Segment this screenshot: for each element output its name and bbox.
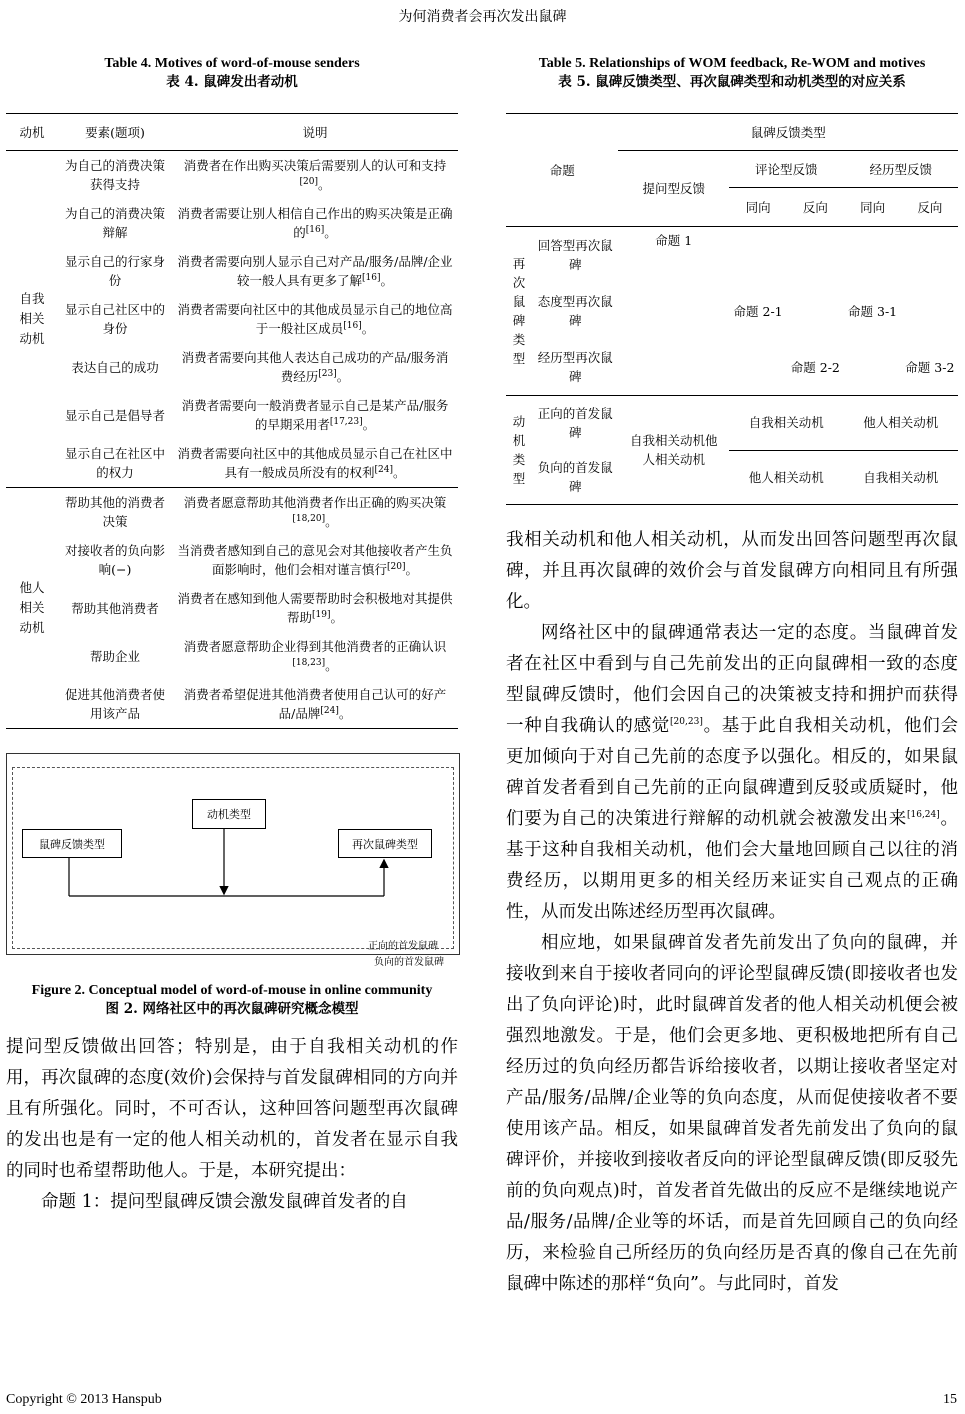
table4-item: 促进其他消费者使用该产品	[58, 680, 172, 729]
table-row: 帮助其他消费者 消费者在感知到他人需要帮助时会积极地对其提供帮助[19]。	[6, 584, 458, 632]
table4-desc: 消费者需要向别人显示自己对产品/服务/品牌/企业较一般人具有更多了解	[177, 254, 453, 288]
table5-motive-group: 动机类型	[512, 414, 526, 486]
table-row: 显示自己社区中的身份 消费者需要向社区中的其他成员显示自己的地位高于一般社区成员[16]。	[6, 295, 458, 343]
table-row	[506, 283, 958, 339]
table5-r-experience: 经历型再次鼠碑	[532, 339, 618, 396]
table-row	[506, 396, 958, 451]
box-rewom-type: 再次鼠碑类型	[338, 829, 432, 858]
table4-item: 显示自己的行家身份	[64, 254, 165, 288]
table5-opposite-1: 反向	[787, 188, 843, 227]
left-paragraph-1: 提问型反馈做出回答；特别是，由于自我相关动机的作用，再次鼠碑的态度(效价)会保持与首发鼠碑相同的方向并且有所强化。同时，不可否认，这种回答问题型再次鼠碑的发出也是有一定的他人相关动机的，首发者在显示自我的同时也希望帮助他人。于是，本研究提出：	[6, 1037, 458, 1181]
table4-desc: 消费者在感知到他人需要帮助时会积极地对其提供帮助	[177, 591, 453, 625]
table5-proposition-header: 命题	[506, 114, 618, 227]
table5-same-1: 同向	[729, 188, 787, 227]
table4-header-motive: 动机	[6, 114, 58, 151]
table5-same-2: 同向	[843, 188, 901, 227]
table4-item: 显示自己在社区中的权力	[58, 439, 172, 488]
table5-pos-exp-motive: 他人相关动机	[843, 396, 958, 451]
right-paragraph-3: 相应地，如果鼠碑首发者先前发出了负向的鼠碑，并接收到来自于接收者同向的评论型鼠碑反馈(即接收者也发出了负向评论)时，此时鼠碑首发者的他人相关动机便会被强烈地激发。于是，他们会更多地、更积极地把所有自己经历过的负向经历都告诉给接收者，以期让接收者坚定对产品/服务/品牌/企业等的负向态度，从而促使接收者不要使用该产品。相反，如果鼠碑首发者先前发出了负向的鼠碑评价，并接收到接收者反向的评论型鼠碑反馈(即反驳先前的负向观点)时，首发者首先做出的反应不是继续地说产品/服务/品牌/企业等的坏话，而是首先回顾自己的负向经历，来检验自己所经历的负向经历是否真的像自己在先前鼠碑中陈述的那样“负向”。与此同时，首发	[506, 933, 958, 1294]
table4-desc: 消费者希望促进其他消费者使用自己认可的好产品/品牌	[183, 687, 447, 721]
table4-item: 帮助企业	[89, 648, 140, 664]
table-row: 帮助企业 消费者愿意帮助企业得到其他消费者的正确认识[18,23]。	[6, 632, 458, 680]
table4-item: 帮助其他的消费者决策	[64, 495, 165, 529]
table5-neg-comment-motive: 他人相关动机	[729, 450, 843, 505]
table-row: 表达自己的成功 消费者需要向其他人表达自己成功的产品/服务消费经历[23]。	[6, 343, 458, 391]
table5-pos-comment-motive: 自我相关动机	[729, 396, 843, 451]
table5-pos-first: 正向的首发鼠碑	[537, 406, 613, 440]
table-row: 促进其他消费者使用该产品 消费者希望促进其他消费者使用自己认可的好产品/品牌[24]。	[6, 680, 458, 729]
table4-desc: 消费者在作出购买决策后需要别人的认可和支持	[183, 158, 447, 173]
table4	[6, 113, 458, 729]
table4-item: 为自己的消费决策获得支持	[64, 158, 165, 192]
table5-p1: 命题 1	[655, 233, 693, 248]
table4-group-other: 他人相关动机	[19, 580, 45, 635]
footer-copyright: Copyright © 2013 Hanspub	[6, 1392, 162, 1407]
table5-experience-fb: 经历型反馈	[843, 151, 958, 188]
table4-item: 对接收者的负向影响(−)	[64, 543, 165, 577]
table5-r-answer: 回答型再次鼠碑	[537, 238, 613, 272]
table-row: 为自己的消费决策辩解 消费者需要让别人相信自己作出的购买决策是正确的[16]。	[6, 199, 458, 247]
legend-positive: 正向的首发鼠碑	[368, 941, 438, 952]
table5-comment-fb: 评论型反馈	[729, 151, 843, 188]
table4-desc: 消费者需要向社区中的其他成员显示自己在社区中具有一般成员所没有的权利	[177, 446, 453, 480]
figure2-arrows	[6, 753, 458, 968]
table-row	[506, 227, 958, 284]
table4-desc: 消费者需要向社区中的其他成员显示自己的地位高于一般社区成员	[177, 302, 453, 336]
table4-item: 显示自己是倡导者	[64, 407, 165, 423]
table4-caption-zh: 表 4. 鼠碑发出者动机	[166, 74, 298, 90]
table-row: 显示自己是倡导者 消费者需要向一般消费者显示自己是某产品/服务的早期采用者[17,23]。	[6, 391, 458, 439]
right-column	[506, 55, 958, 1300]
table4-desc: 消费者需要向一般消费者显示自己是某产品/服务的早期采用者	[181, 398, 449, 432]
box-motive-type: 动机类型	[192, 799, 266, 829]
table5-p31: 命题 3-1	[848, 303, 898, 319]
table5-feedback-header: 鼠碑反馈类型	[618, 114, 958, 151]
table5-question-fb: 提问型反馈	[618, 151, 728, 227]
right-paragraph-1: 我相关动机和他人相关动机，从而发出回答问题型再次鼠碑，并且再次鼠碑的效价会与首发鼠碑方向相同且有所强化。	[506, 530, 958, 612]
table-row: 他人相关动机 帮助其他的消费者决策 消费者愿意帮助其他消费者作出正确的购买决策[18,20]。	[6, 488, 458, 537]
table-row	[506, 339, 958, 396]
table5-neg-exp-motive: 自我相关动机	[843, 450, 958, 505]
table5-neg-first: 负向的首发鼠碑	[532, 450, 618, 505]
footer-page-number: 15	[943, 1392, 957, 1407]
table5-caption-zh: 表 5. 鼠碑反馈类型、再次鼠碑类型和动机类型的对应关系	[558, 74, 906, 90]
table-row: 自我相关动机 为自己的消费决策获得支持 消费者在作出购买决策后需要别人的认可和支持[20]。	[6, 151, 458, 200]
figure2-diagram	[6, 753, 458, 968]
table4-item: 显示自己社区中的身份	[64, 302, 165, 336]
table4-item: 表达自己的成功	[71, 359, 159, 375]
table4-desc: 消费者愿意帮助其他消费者作出正确的购买决策	[183, 495, 447, 510]
table4-item: 帮助其他消费者	[71, 600, 159, 616]
table4-header-desc: 说明	[172, 114, 458, 151]
table4-desc: 消费者愿意帮助企业得到其他消费者的正确认识	[183, 639, 447, 654]
legend-negative: 负向的首发鼠碑	[374, 957, 444, 968]
table5-r-attitude: 态度型再次鼠碑	[537, 294, 613, 328]
table5-rewom-group: 再次鼠碑类型	[512, 256, 526, 366]
right-paragraph-2: 网络社区中的鼠碑通常表达一定的态度。当鼠碑首发者在社区中看到与自己先前发出的正向鼠碑相一致的态度型鼠碑反馈时，他们会因自己的决策被支持和拥护而获得一种自我确认的感觉[20,23]。基于此自我相关动机，他们会更加倾向于对自己先前的态度予以强化。相反的，如果鼠碑首发者看到自己先前的正向鼠碑遭到反驳或质疑时，他们要为自己的决策进行辩解的动机就会被激发出来[16,24]。基于这种自我相关动机，他们会大量地回顾自己以往的消费经历，以期用更多的相关经历来证实自己观点的正确性，从而发出陈述经历型再次鼠碑。	[506, 623, 959, 922]
table4-item: 为自己的消费决策辩解	[64, 206, 165, 240]
table4-group-self: 自我相关动机	[19, 291, 45, 346]
table-row: 显示自己在社区中的权力 消费者需要向社区中的其他成员显示自己在社区中具有一般成员所没有的权利[24]。	[6, 439, 458, 488]
left-paragraph-2: 命题 1：提问型鼠碑反馈会激发鼠碑首发者的自	[41, 1192, 408, 1212]
running-header: 为何消费者会再次发出鼠碑	[398, 9, 567, 25]
table-row: 显示自己的行家身份 消费者需要向别人显示自己对产品/服务/品牌/企业较一般人具有更多了解[16]。	[6, 247, 458, 295]
table5	[506, 113, 958, 505]
table4-desc: 当消费者感知到自己的意见会对其他接收者产生负面影响时，他们会相对谨言慎行	[177, 543, 453, 577]
table4-header-item: 要素(题项)	[58, 114, 172, 151]
table5-p32: 命题 3-2	[902, 339, 958, 396]
table4-desc: 消费者需要让别人相信自己作出的购买决策是正确的	[177, 206, 453, 240]
table-row	[506, 450, 958, 505]
box-feedback-type: 鼠碑反馈类型	[22, 829, 122, 858]
table4-caption-en: Table 4. Motives of word-of-mouse senders	[104, 56, 360, 71]
table5-opposite-2: 反向	[902, 188, 958, 227]
table4-desc: 消费者需要向其他人表达自己成功的产品/服务消费经历	[181, 350, 449, 384]
left-column	[6, 55, 458, 1218]
table5-p21: 命题 2-1	[733, 303, 783, 319]
table5-caption-en: Table 5. Relationships of WOM feedback, Re-WOM and motives	[538, 56, 926, 71]
table5-p22: 命题 2-2	[787, 339, 843, 396]
table-row	[506, 114, 958, 151]
figure2-caption-zh: 图 2. 网络社区中的再次鼠碑研究概念模型	[105, 1001, 359, 1017]
table-row: 对接收者的负向影响(−) 当消费者感知到自己的意见会对其他接收者产生负面影响时，他们会相对谨言慎行[20]。	[6, 536, 458, 584]
table5-both-motives: 自我相关动机他人相关动机	[629, 433, 718, 467]
figure2-caption-en: Figure 2. Conceptual model of word-of-mouse in online community	[31, 983, 433, 998]
